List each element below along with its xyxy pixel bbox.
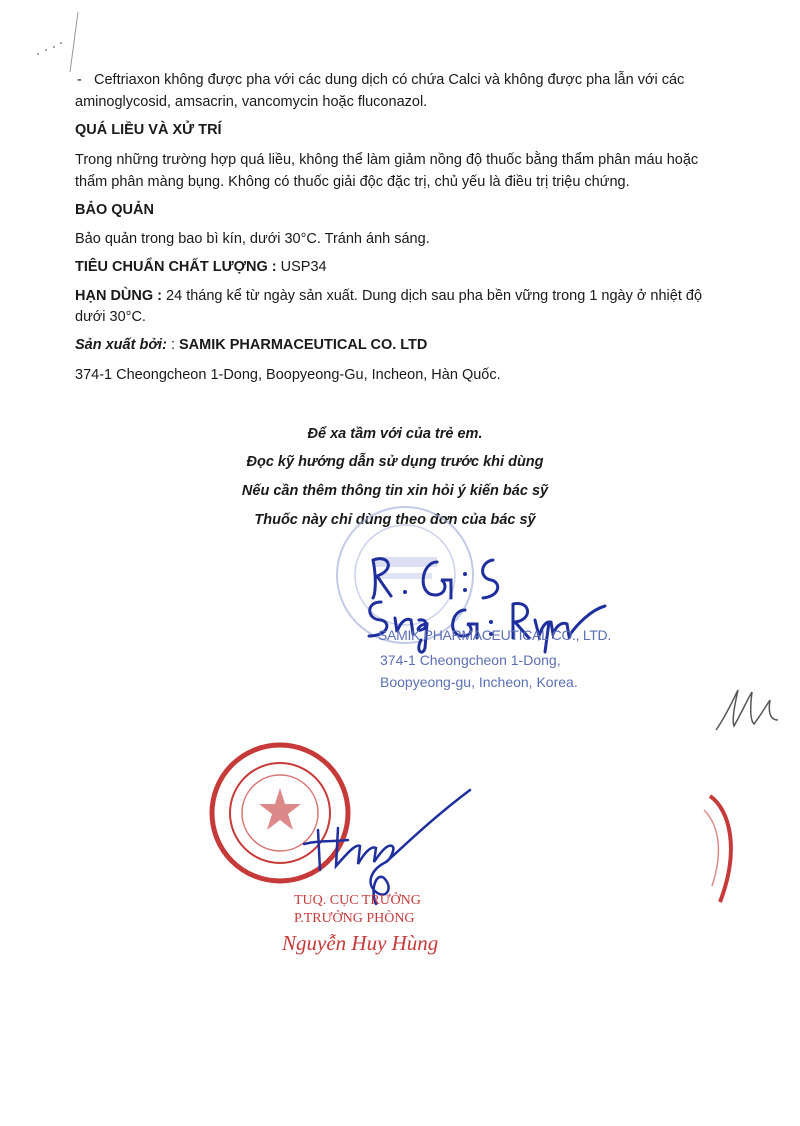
warning-1: Để xa tầm với của trẻ em. — [307, 426, 483, 442]
warning-4: Thuốc này chỉ dùng theo đơn của bác sỹ — [254, 512, 536, 528]
overdose-line-2: thẩm phân màng bụng. Không có thuốc giải độc đặc trị, chủ yếu là điều trị triệu chứng. — [75, 174, 630, 190]
expiry-text: 24 tháng kể từ ngày sản xuất. Dung dịch sau pha bền vững trong 1 ngày ở nhiệt độ — [166, 288, 703, 304]
expiry-label: HẠN DÙNG : — [75, 288, 162, 304]
official-title-1: TUQ. CỤC TRƯỞNG — [294, 893, 421, 908]
manufacturer-address: 374-1 Cheongcheon 1-Dong, Boopyeong-Gu, Incheon, Hàn Quốc. — [75, 367, 501, 383]
storage-text: Bảo quản trong bao bì kín, dưới 30°C. Tránh ánh sáng. — [75, 231, 430, 247]
expiry-line-1 — [75, 287, 702, 305]
bullet-dash: - — [77, 72, 82, 88]
manufacturer-name: SAMIK PHARMACEUTICAL CO. LTD — [179, 337, 428, 353]
margin-initials — [712, 686, 782, 736]
company-stamp-line-1: SAMIK PHARMACEUTICAL CO., LTD. — [378, 627, 611, 643]
official-title-2: P.TRƯỞNG PHÒNG — [294, 911, 415, 926]
storage-heading: BẢO QUẢN — [75, 202, 154, 218]
bullet-line-2: aminoglycosid, amsacrin, vancomycin hoặc fluconazol. — [75, 94, 428, 110]
warning-3: Nếu cần thêm thông tin xin hỏi ý kiến bác sỹ — [241, 483, 549, 499]
quality-standard-value: USP34 — [280, 259, 327, 275]
manufacturer-sep: : — [170, 337, 175, 353]
scan-mark — [30, 10, 90, 80]
official-signature — [290, 780, 480, 910]
manufacturer — [75, 336, 427, 354]
quality-standard-label: TIÊU CHUẨN CHẤT LƯỢNG : — [75, 259, 277, 275]
company-stamp-line-2: 374-1 Cheongcheon 1-Dong, — [380, 652, 561, 668]
expiry-line-2: dưới 30°C. — [75, 309, 146, 325]
manufacturer-label: Sản xuất bởi: — [75, 337, 167, 353]
warning-2: Đọc kỹ hướng dẫn sử dụng trước khi dùng — [246, 454, 544, 470]
quality-standard — [75, 258, 327, 276]
partial-red-seal — [690, 790, 800, 910]
company-stamp-line-3: Boopyeong-gu, Incheon, Korea. — [380, 674, 578, 690]
overdose-line-1: Trong những trường hợp quá liều, không thể làm giảm nồng độ thuốc bằng thẩm phân máu hoặc — [75, 152, 699, 168]
bullet-line-1: Ceftriaxon không được pha với các dung dịch có chứa Calci và không được pha lẫn với các — [94, 72, 685, 88]
overdose-heading: QUÁ LIỀU VÀ XỬ TRÍ — [75, 122, 222, 138]
official-signer-name: Nguyễn Huy Hùng — [282, 931, 439, 955]
